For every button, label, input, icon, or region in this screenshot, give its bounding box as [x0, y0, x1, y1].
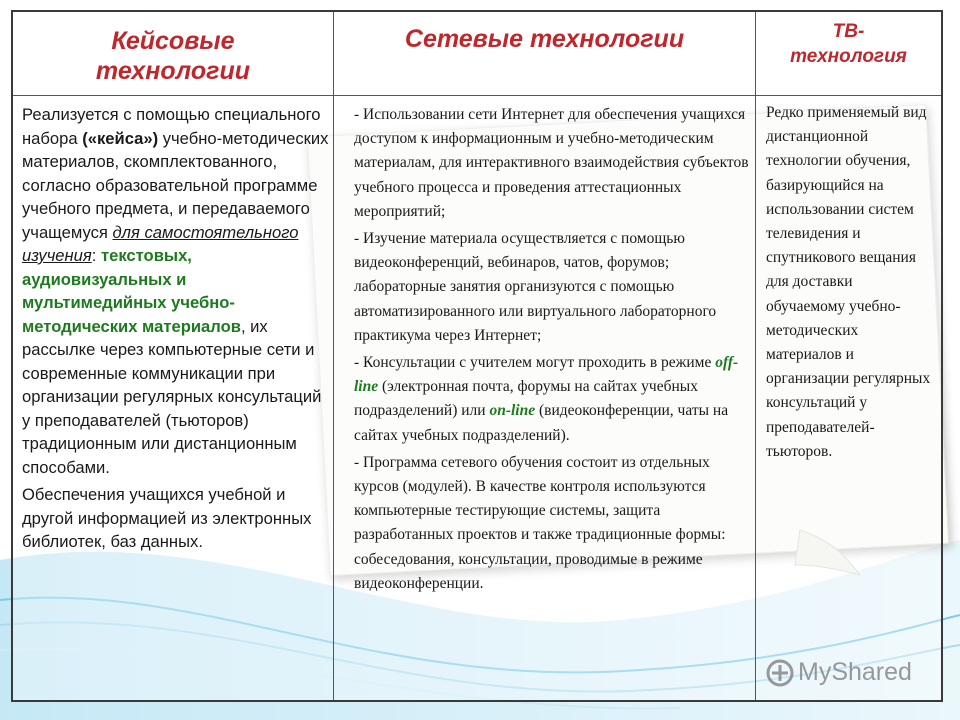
column-tv-technology	[755, 12, 941, 700]
case-technologies-description	[13, 95, 333, 554]
header-divider	[13, 95, 941, 96]
myshared-watermark	[766, 658, 912, 687]
case-self-study-term: для самостоятельного изучения	[22, 222, 299, 265]
header-tv-technology	[756, 12, 941, 95]
case-text-end: , их рассылке через компьютерные сети и современные коммуникации при организации регулярных консультаций у преподавателей (тьюторов) традиционным или дистанционным способами.	[22, 316, 322, 477]
header-case-line1: Кейсовые	[111, 26, 235, 55]
case-colon: :	[91, 246, 97, 265]
network-item-3	[354, 351, 749, 448]
column-network-technologies	[333, 12, 755, 700]
offline-term: off-line	[354, 354, 739, 396]
case-paragraph-2: Обеспечения учащихся учебной и другой информацией из электронных библиотек, баз данных.	[22, 485, 312, 551]
network-item-3-start: - Консультации с учителем могут проходить в режиме	[354, 354, 716, 372]
header-network-technologies: Сетевые технологии	[404, 25, 685, 53]
header-tv-line2: технология	[790, 46, 907, 67]
case-text-start: Реализуется с помощью специального набора	[22, 105, 321, 148]
comparison-table	[11, 10, 943, 702]
online-term: on-line	[489, 402, 536, 420]
case-paragraph-1	[22, 103, 329, 479]
case-text-middle: учебно-методических материалов, скомплектованного, согласно образовательной программе учебного предмета, и передаваемого учащемуся	[22, 128, 329, 242]
column-case-technologies	[13, 12, 333, 700]
header-tv-line1: ТВ-	[832, 21, 865, 42]
header-case-line2: технологии	[95, 56, 251, 85]
network-technologies-description	[334, 95, 755, 596]
watermark-text: MyShared	[798, 658, 912, 686]
network-item-4: - Программа сетевого обучения состоит из отдельных курсов (модулей). В качестве контроля используются компьютерные тестирующие системы, защита разработанных проектов и также традиционные формы: собеседования, консультации, проводимые в режиме видеоконференции.	[354, 453, 726, 592]
network-item-3-middle: (электронная почта, форумы на сайтах учебных подразделений) или	[354, 378, 698, 420]
network-item-2: - Изучение материала осуществляется с помощью видеоконференций, вебинаров, чатов, форумов; лабораторные занятия организуются с помощью автоматизированного или виртуального лабораторного практикума через Интернет;	[354, 230, 717, 344]
network-item-1: - Использовании сети Интернет для обеспечения учащихся доступом к информационным и учебно-методическим материалам, для интерактивного взаимодействия субъектов учебного процесса и проведения аттестационных мероприятий;	[354, 106, 749, 220]
case-materials-term: текстовых, аудиовизуальных и мультимедийных учебно-методических материалов	[22, 246, 241, 336]
tv-technology-description: Редко применяемый вид дистанционной технологии обучения, базирующийся на использовании систем телевидения и спутникового вещания для доставки обучаемому учебно-методических материалов и организации регулярных консультаций у преподавателей-тьюторов.	[766, 104, 931, 460]
case-kit-term: («кейса»)	[82, 128, 159, 148]
network-item-3-end: (видеоконференции, чаты на сайтах учебных подразделений).	[354, 402, 729, 444]
header-case-technologies	[13, 12, 333, 95]
myshared-logo-icon	[766, 659, 794, 687]
